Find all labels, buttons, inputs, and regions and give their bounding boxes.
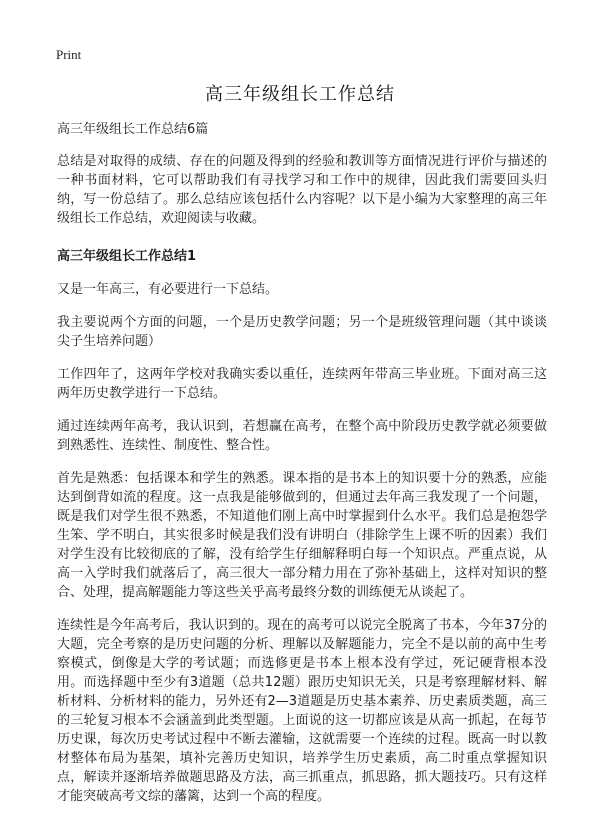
body-paragraph: 连续性是今年高考后，我认识到的。现在的高考可以说完全脱离了书本，今年37分的大题，完全考察的是历史问题的分析、理解以及解题能力，完全不是以前的高中生考察模式，倒像是大学的考试题；而选修更是书本上根本没有学过，死记硬背根本没用。而选择题中至少有3道题（总共12题）跟历史知识无关，只是考察理解材料、解析材料、分析材料的能力，另外还有2—3道题是历史基本素养、历史素质类题，高三的三轮复习根本不会涵盖到此类型题。上面说的这一切都应该是从高一抓起，在每节历史课，每次历史考试过程中不断去灌输，这就需要一个连续的过程。既高一时以教材整体布局为基架，填补完善历史知识，培养学生历史素质，高二时重点掌握知识点，解读并逐渐培养做题思路及方法，高三抓重点，抓思路，抓大题技巧。只有这样才能突破高考文综的藩篱，达到一个高的程度。 [57, 618, 547, 804]
body-paragraph: 我主要说两个方面的问题，一个是历史教学问题；另一个是班级管理问题（其中谈谈尖子生培养问题） [57, 315, 547, 349]
body-paragraph: 又是一年高三，有必要进行一下总结。 [57, 282, 279, 297]
body-paragraph: 首先是熟悉：包括课本和学生的熟悉。课本指的是书本上的知识要十分的熟悉，应能达到倒背如流的程度。这一点我是能够做到的，但通过去年高三我发现了一个问题，既是我们对学生很不熟悉，不知道他们刚上高中时掌握到什么水平。我们总是抱怨学生笨、学不明白，其实很多时候是我们没有讲明白（排除学生上课不听的因素）我们对学生没有比较彻底的了解，没有给学生仔细解释明白每一个知识点。严重点说，从高一入学时我们就落后了，高三很大一部分精力用在了弥补基础上，这样对知识的整合、处理，提高解题能力等这些关乎高考最终分数的训练便无从谈起了。 [57, 471, 547, 600]
body-paragraph: 通过连续两年高考，我认识到，若想赢在高考，在整个高中阶段历史教学就必须要做到熟悉性、连续性、制度性、整合性。 [57, 419, 547, 453]
intro-paragraph: 总结是对取得的成绩、存在的问题及得到的经验和教训等方面情况进行评价与描述的一种书面材料，它可以帮助我们有寻找学习和工作中的规律，因此我们需要回头归纳，写一份总结了。那么总结应该包括什么内容呢？以下是小编为大家整理的高三年级组长工作总结，欢迎阅读与收藏。 [57, 154, 547, 226]
page-title: 高三年级组长工作总结 [205, 84, 395, 105]
document-body [57, 120, 547, 820]
section-heading: 高三年级组长工作总结1 [57, 249, 197, 264]
document-subtitle: 高三年级组长工作总结6篇 [57, 122, 209, 137]
body-paragraph: 工作四年了，这两年学校对我确实委以重任，连续两年带高三毕业班。下面对高三这两年历史教学进行一下总结。 [57, 367, 547, 401]
print-label: Print [56, 47, 82, 62]
